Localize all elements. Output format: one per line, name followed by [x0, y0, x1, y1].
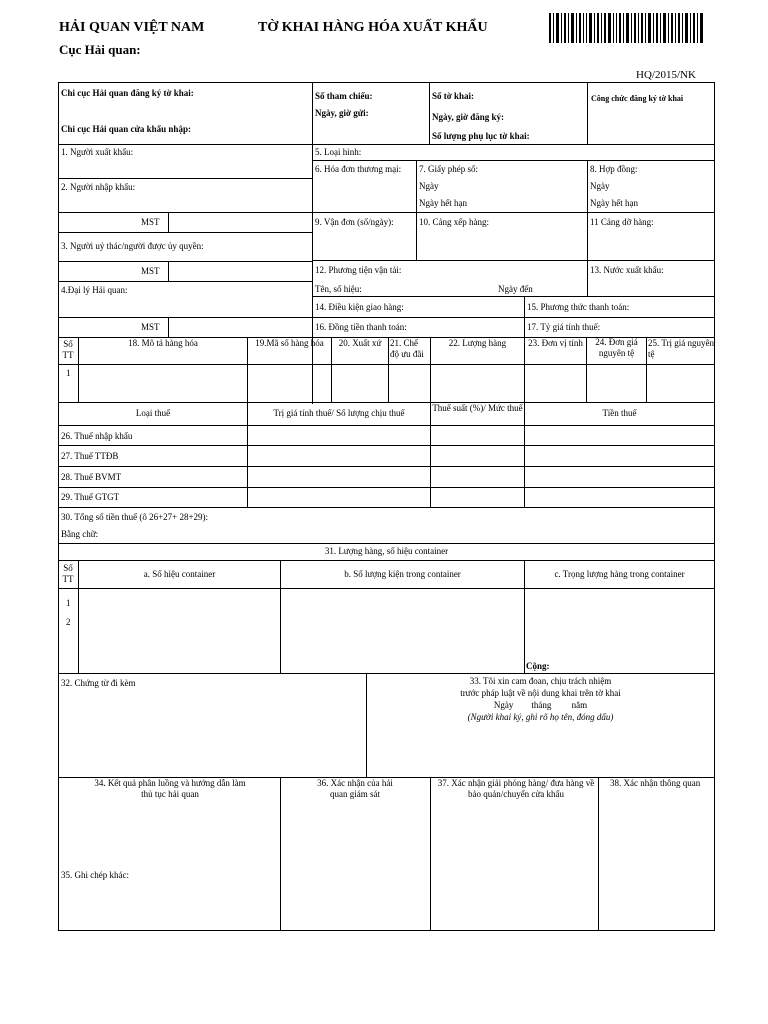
field-34-routing-result: 34. Kết quả phân luồng và hướng dẫn làm thủ tục hải quan — [94, 778, 246, 799]
sent-time-label: Ngày, giờ gửi: — [315, 108, 369, 118]
field-10-loading-port: 10. Cảng xếp hàng: — [419, 217, 489, 227]
tax-value-header: Trị giá tính thuế/ Số lượng chịu thuế — [273, 408, 405, 418]
field-15-payment: 15. Phương thức thanh toán: — [527, 302, 630, 312]
container-number-header: a. Số hiệu container — [143, 569, 216, 579]
goods-row-1-no: 1 — [66, 368, 71, 378]
tax-total-label: 30. Tổng số tiền thuế (ô 26+27+ 28+29): — [61, 512, 209, 522]
field-12-name: Tên, số hiệu: — [315, 284, 362, 294]
field-7-date: Ngày — [419, 181, 439, 191]
tax-row-28: 28. Thuế BVMT — [61, 472, 122, 482]
tax-row-29: 29. Thuế GTGT — [61, 492, 120, 502]
goods-desc-header: 18. Mô tả hàng hóa — [128, 338, 198, 348]
container-row-1-no: 1 — [66, 598, 71, 608]
field-33-signature-note: (Người khai ký, ghi rõ họ tên, đóng dấu) — [467, 712, 614, 722]
form-code: HQ/2015/NK — [636, 69, 696, 81]
field-8-date: Ngày — [590, 181, 610, 191]
field-5-type: 5. Loại hình: — [315, 147, 362, 157]
field-37-release: 37. Xác nhận giải phóng hàng/ đưa hàng về bảo quản/chuyển cửa khẩu — [437, 778, 595, 799]
field-14-delivery: 14. Điều kiện giao hàng: — [315, 302, 404, 312]
field-17-rate: 17. Tỷ giá tính thuế: — [527, 322, 601, 332]
goods-preference-header: 21. Chế độ ưu đãi — [390, 338, 424, 359]
tax-in-words-label: Bằng chữ: — [61, 529, 99, 539]
field-11-unloading-port: 11 Cảng dỡ hàng: — [590, 217, 654, 227]
barcode-icon — [549, 13, 703, 43]
goods-no-header: Số TT — [62, 339, 74, 360]
container-weight-header: c. Trọng lượng hàng trong container — [554, 569, 685, 579]
port-office-label: Chi cục Hải quan cửa khẩu nhập: — [61, 124, 191, 134]
field-6-invoice: 6. Hóa đơn thương mại: — [315, 164, 402, 174]
mst-label-3: MST — [141, 322, 160, 332]
field-8-contract: 8. Hợp đồng: — [590, 164, 638, 174]
field-16-currency: 16. Đồng tiền thanh toán: — [315, 322, 407, 332]
goods-quantity-header: 22. Lượng hàng — [448, 338, 507, 348]
officer-label: Công chức đăng ký tờ khai — [591, 94, 684, 103]
tax-row-27: 27. Thuế TTĐB — [61, 451, 119, 461]
field-4-agent: 4.Đại lý Hải quan: — [61, 285, 128, 295]
field-12-transport: 12. Phương tiện vận tải: — [315, 265, 402, 275]
field-3-trustor: 3. Người uỷ thác/người được ủy quyền: — [61, 241, 204, 251]
tax-amount-header: Tiền thuế — [602, 408, 637, 418]
field-35-notes: 35. Ghi chép khác: — [61, 870, 129, 880]
container-total-label: Cộng: — [526, 661, 550, 671]
field-2-importer: 2. Người nhập khẩu: — [61, 182, 136, 192]
reg-time-label: Ngày, giờ đăng ký: — [432, 112, 504, 122]
reg-office-label: Chi cục Hải quan đăng ký tờ khai: — [61, 88, 194, 98]
goods-value-header: 25. Trị giá nguyên tệ — [648, 338, 715, 359]
tax-type-header: Loại thuế — [135, 408, 171, 418]
tax-rate-header: Thuế suất (%)/ Mức thuế — [432, 403, 523, 413]
field-33-declaration-l2: trước pháp luật về nội dung khai trên tờ khai — [460, 688, 621, 698]
goods-unit-header: 23. Đơn vị tính — [528, 338, 583, 348]
field-33-date: Ngày tháng năm — [493, 700, 588, 710]
decl-no-label: Số tờ khai: — [432, 91, 474, 101]
field-12-arrival: Ngày đến — [498, 284, 533, 294]
field-7-expiry: Ngày hết hạn — [419, 198, 467, 208]
field-32-documents: 32. Chứng từ đi kèm — [61, 678, 136, 688]
mst-label-2: MST — [141, 266, 160, 276]
field-9-bill: 9. Vận đơn (số/ngày): — [315, 217, 394, 227]
field-33-declaration-l1: 33. Tôi xin cam đoan, chịu trách nhiệm — [469, 676, 612, 686]
container-no-header: Số TT — [62, 563, 74, 584]
ref-no-label: Số tham chiếu: — [315, 91, 373, 101]
container-packages-header: b. Số lượng kiện trong container — [344, 569, 461, 579]
mst-label-1: MST — [141, 217, 160, 227]
goods-unit-price-header: 24. Đơn giá nguyên tệ — [595, 337, 638, 358]
tax-row-26: 26. Thuế nhập khẩu — [61, 431, 133, 441]
goods-origin-header: 20. Xuất xứ — [338, 338, 382, 348]
field-38-clearance: 38. Xác nhận thông quan — [610, 778, 701, 788]
container-row-2-no: 2 — [66, 617, 71, 627]
goods-code-header: 19.Mã số hàng hóa — [255, 338, 324, 348]
container-section-title: 31. Lượng hàng, số hiệu container — [324, 546, 449, 556]
field-36-supervision: 36. Xác nhận của hải quan giám sát — [317, 778, 393, 799]
field-8-expiry: Ngày hết hạn — [590, 198, 638, 208]
field-1-exporter: 1. Người xuất khẩu: — [61, 147, 134, 157]
field-13-country: 13. Nước xuất khẩu: — [590, 265, 664, 275]
form-title: TỜ KHAI HÀNG HÓA XUẤT KHẨU — [258, 20, 488, 35]
appendix-count-label: Số lượng phụ lục tờ khai: — [432, 131, 530, 141]
field-7-license: 7. Giấy phép số: — [419, 164, 478, 174]
department-label: Cục Hải quan: — [59, 42, 141, 57]
agency-name: HẢI QUAN VIỆT NAM — [59, 20, 205, 35]
